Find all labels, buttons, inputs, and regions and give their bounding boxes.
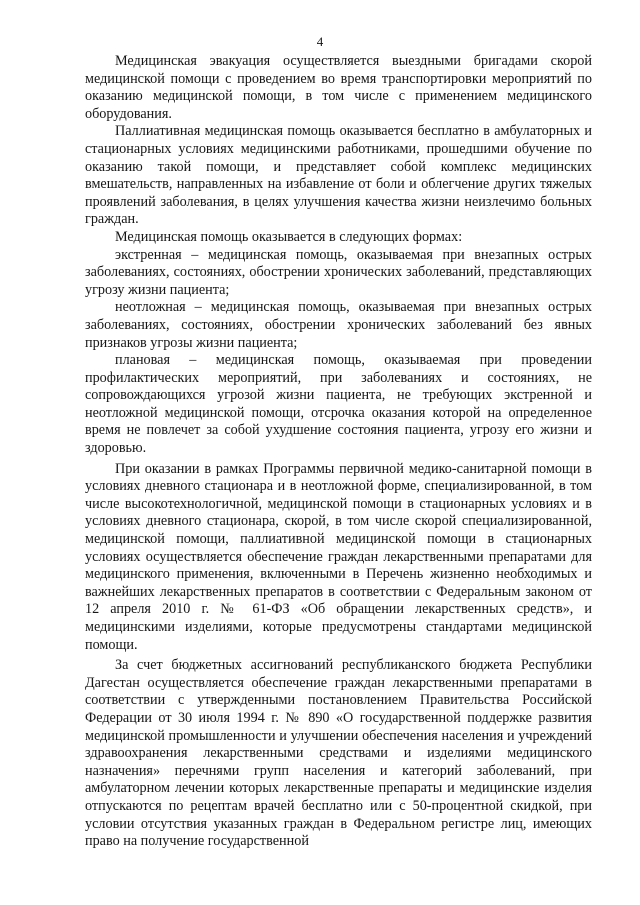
- paragraph-evacuation: Медицинская эвакуация осуществляется выездными бригадами скорой медицинской помощи с проведением во время транспортировки мероприятий по оказанию медицинской помощи, в том числе с применением медицинского оборудования.: [85, 53, 592, 122]
- paragraph-form-urgent: неотложная – медицинская помощь, оказываемая при внезапных острых заболеваниях, состояниях, обострении хронических заболеваний без явных признаков угрозы жизни пациента;: [85, 299, 592, 351]
- document-body: [85, 53, 592, 851]
- paragraph-drug-provision: При оказании в рамках Программы первичной медико-санитарной помощи в условиях дневного стационара и в неотложной форме, специализированной, в том числе высокотехнологичной, медицинской помощи в стационарных условиях и в условиях дневного стационара, скорой, в том числе скорой специализированной, медицинской помощи, паллиативной медицинской помощи в стационарных условиях осуществляется обеспечение граждан лекарственными препаратами для медицинского применения, включенными в Перечень жизненно необходимых и важнейших лекарственных препаратов в соответствии с Федеральным законом от 12 апреля 2010 г. № 61-ФЗ «Об обращении лекарственных средств», и медицинскими изделиями, которые предусмотрены стандартами медицинской помощи.: [85, 460, 592, 653]
- paragraph-form-planned: плановая – медицинская помощь, оказываемая при проведении профилактических мероприятий, при заболеваниях и состояниях, не сопровождающихся угрозой жизни пациента, не требующих экстренной и неотложной медицинской помощи, отсрочка оказания которой на определенное время не повлечет за собой ухудшение состояния пациента, угрозу его жизни и здоровью.: [85, 352, 592, 457]
- paragraph-forms-intro: Медицинская помощь оказывается в следующих формах:: [115, 228, 463, 245]
- paragraph-budget-funding: За счет бюджетных ассигнований республиканского бюджета Республики Дагестан осуществляется обеспечение граждан лекарственными препаратами в соответствии с утвержденными постановлением Правительства Российской Федерации от 30 июля 1994 г. № 890 «О государственной поддержке развития медицинской промышленности и улучшении обеспечения населения и учреждений здравоохранения лекарственными средствами и изделиями медицинского назначения» перечнями групп населения и категорий заболеваний, при амбулаторном лечении которых лекарственные препараты и медицинские изделия отпускаются по рецептам врачей бесплатно или с 50-процентной скидкой, при условии отсутствия указанных граждан в Федеральном регистре лиц, имеющих право на получение государственной: [85, 657, 592, 850]
- page-number: 4: [316, 34, 324, 49]
- paragraph-form-emergency: экстренная – медицинская помощь, оказываемая при внезапных острых заболеваниях, состояниях, обострении хронических заболеваний, представляющих угрозу жизни пациента;: [85, 246, 592, 298]
- paragraph-palliative: Паллиативная медицинская помощь оказывается бесплатно в амбулаторных и стационарных условиях медицинскими работниками, прошедшими обучение по оказанию такой помощи, и представляет собой комплекс медицинских вмешательств, направленных на избавление от боли и облегчение других тяжелых проявлений заболевания, в целях улучшения качества жизни неизлечимо больных граждан.: [85, 123, 592, 228]
